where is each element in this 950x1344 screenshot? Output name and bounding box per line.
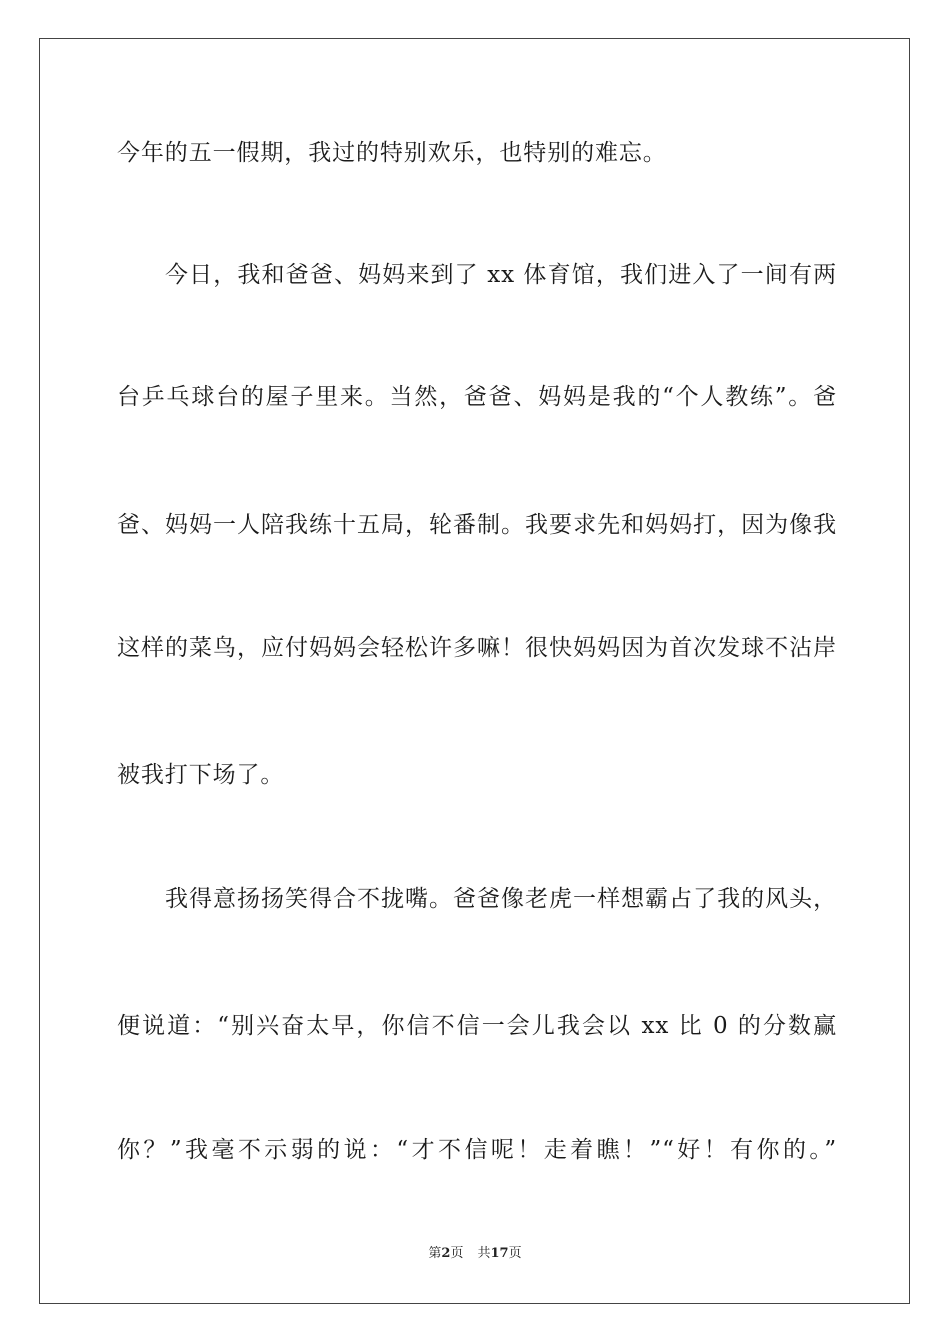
total-suffix: 页 (508, 1246, 522, 1261)
total-prefix: 共 (477, 1246, 491, 1261)
page-prefix: 第 (428, 1246, 442, 1261)
text-line-8: 便说道：“别兴奋太早，你信不信一会儿我会以 xx 比 0 的分数赢 (117, 1013, 837, 1039)
text-line-2: 今日，我和爸爸、妈妈来到了 xx 体育馆，我们进入了一间有两 (165, 262, 837, 288)
text-line-4: 爸、妈妈一人陪我练十五局，轮番制。我要求先和妈妈打，因为像我 (117, 512, 837, 538)
text-line-7: 我得意扬扬笑得合不拢嘴。爸爸像老虎一样想霸占了我的风头， (165, 886, 837, 912)
text-line-3: 台乒乓球台的屋子里来。当然，爸爸、妈妈是我的“个人教练”。爸 (117, 384, 837, 410)
text-line-6: 被我打下场了。 (117, 762, 285, 788)
text-line-5: 这样的菜鸟，应付妈妈会轻松许多嘛！很快妈妈因为首次发球不沾岸 (117, 635, 837, 661)
page-border (39, 38, 910, 1304)
text-line-9: 你？”我毫不示弱的说：“才不信呢！走着瞧！”“好！有你的。” (117, 1137, 837, 1163)
page-number: 2 (441, 1246, 451, 1261)
total-pages: 17 (490, 1246, 509, 1261)
page-footer (0, 1246, 950, 1262)
page-suffix: 页 (450, 1246, 464, 1261)
text-line-1: 今年的五一假期，我过的特别欢乐，也特别的难忘。 (117, 140, 667, 166)
